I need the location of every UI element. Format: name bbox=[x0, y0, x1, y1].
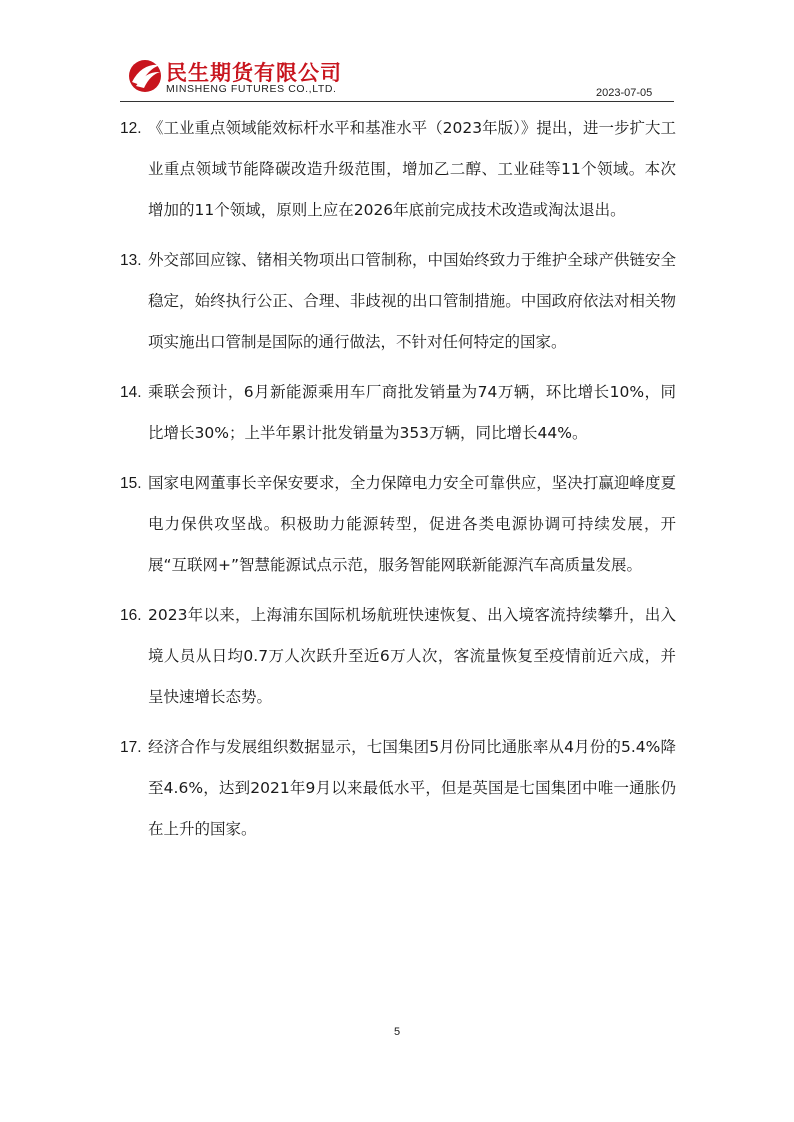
item-number: 17. bbox=[120, 739, 142, 756]
logo-chinese-name: 民生期货有限公司 bbox=[166, 61, 342, 85]
item-text: 外交部回应镓、锗相关物项出口管制称，中国始终致力于维护全球产供链安全稳定，始终执行公正、合理、非歧视的出口管制措施。中国政府依法对相关物项实施出口管制是国际的通行做法，不针对任何特定的国家。 bbox=[148, 251, 676, 351]
item-number: 14. bbox=[120, 384, 142, 401]
item-number: 12. bbox=[120, 120, 142, 137]
logo-emblem-icon bbox=[126, 55, 164, 95]
item-text: 2023年以来，上海浦东国际机场航班快速恢复、出入境客流持续攀升，出入境人员从日均0.7万人次跃升至近6万人次，客流量恢复至疫情前近六成，并呈快速增长态势。 bbox=[148, 606, 676, 706]
item-number: 13. bbox=[120, 252, 142, 269]
news-item-14 bbox=[120, 372, 676, 454]
item-text: 经济合作与发展组织数据显示，七国集团5月份同比通胀率从4月份的5.4%降至4.6%，达到2021年9月以来最低水平，但是英国是七国集团中唯一通胀仍在上升的国家。 bbox=[148, 738, 676, 838]
news-item-17 bbox=[120, 727, 676, 850]
item-number: 15. bbox=[120, 475, 142, 492]
news-item-15 bbox=[120, 463, 676, 586]
news-item-13 bbox=[120, 240, 676, 363]
item-text: 《工业重点领域能效标杆水平和基准水平（2023年版）》提出，进一步扩大工业重点领域节能降碳改造升级范围，增加乙二醇、工业硅等11个领域。本次增加的11个领域，原则上应在2026年底前完成技术改造或淘汰退出。 bbox=[148, 119, 676, 219]
item-text: 乘联会预计，6月新能源乘用车厂商批发销量为74万辆，环比增长10%，同比增长30%；上半年累计批发销量为353万辆，同比增长44%。 bbox=[148, 383, 676, 442]
report-date: 2023-07-05 bbox=[596, 87, 653, 99]
page-number: 5 bbox=[393, 1026, 401, 1038]
page-header bbox=[0, 0, 794, 104]
company-logo bbox=[126, 55, 366, 99]
news-item-16 bbox=[120, 595, 676, 718]
item-number: 16. bbox=[120, 607, 142, 624]
item-text: 国家电网董事长辛保安要求，全力保障电力安全可靠供应，坚决打赢迎峰度夏电力保供攻坚战。积极助力能源转型，促进各类电源协调可持续发展，开展“互联网+”智慧能源试点示范，服务智能网联新能源汽车高质量发展。 bbox=[148, 474, 676, 574]
news-item-12 bbox=[120, 108, 676, 231]
logo-english-name: MINSHENG FUTURES CO.,LTD. bbox=[166, 83, 337, 95]
news-list bbox=[120, 108, 676, 859]
header-divider bbox=[120, 101, 674, 102]
